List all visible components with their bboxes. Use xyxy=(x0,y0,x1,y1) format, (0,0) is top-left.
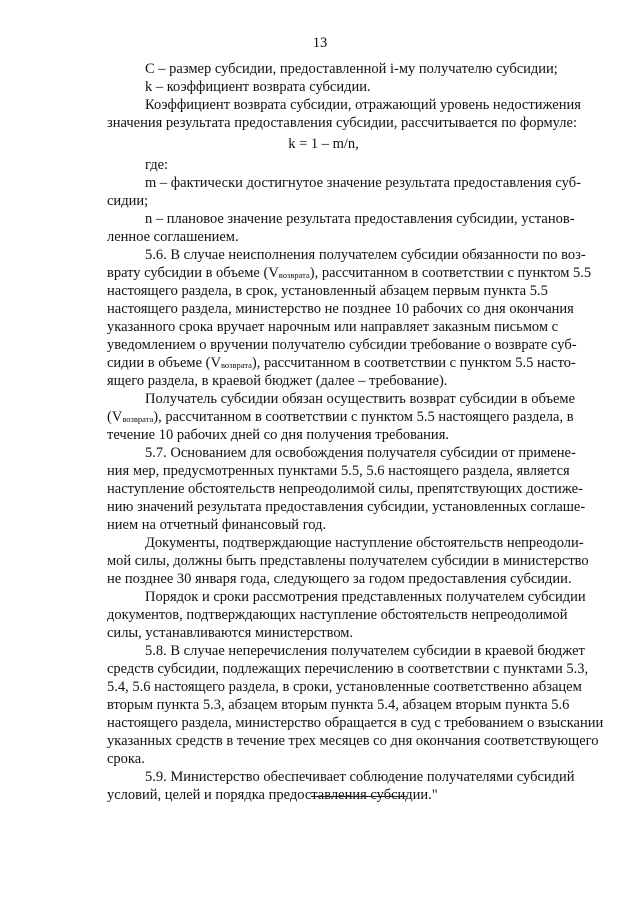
text-line: указанных средств в течение трех месяцев со дня окончания соответствующего xyxy=(107,733,599,749)
document-body xyxy=(107,60,604,804)
text-line: силы, устанавливаются министерством. xyxy=(107,625,354,641)
text-line: Документы, подтверждающие наступление обстоятельств непреодоли- xyxy=(145,535,584,551)
page-number: 13 xyxy=(312,35,328,51)
text-line: не позднее 30 января года, следующего за годом предоставления субсидии. xyxy=(107,571,572,587)
text-line: ящего раздела, в краевой бюджет (далее – требование). xyxy=(107,373,448,389)
text-line: (Vвозврата), рассчитанном в соответствии с пунктом 5.5 настоящего раздела, в xyxy=(107,409,574,425)
text-line: сидии; xyxy=(107,193,149,209)
text-line: где: xyxy=(145,157,169,173)
text-line: настоящего раздела, министерство не позднее 10 рабочих со дня окончания xyxy=(107,301,574,317)
text-line: настоящего раздела, министерство обращается в суд с требованием о взыскании xyxy=(107,715,604,731)
text-line: 5.7. Основанием для освобождения получателя субсидии от примене- xyxy=(145,445,576,461)
text-line: наступление обстоятельств непреодолимой силы, препятствующих достиже- xyxy=(107,481,583,497)
text-line: условий, целей и порядка предоставления субсидии." xyxy=(107,787,438,803)
text-line: k – коэффициент возврата субсидии. xyxy=(145,79,371,95)
text-line: С – размер субсидии, предоставленной i-му получателю субсидии; xyxy=(145,61,558,77)
text-line: 5.6. В случае неисполнения получателем субсидии обязанности по воз- xyxy=(145,247,586,263)
text-line: m – фактически достигнутое значение результата предоставления суб- xyxy=(145,175,581,191)
text-line: нию значений результата предоставления субсидии, установленных соглаше- xyxy=(107,499,586,515)
text-line: течение 10 рабочих дней со дня получения требования. xyxy=(107,427,449,443)
text-line: 5.8. В случае неперечисления получателем субсидии в краевой бюджет xyxy=(145,643,585,659)
text-line: нием на отчетный финансовый год. xyxy=(107,517,327,533)
text-line: ленное соглашением. xyxy=(107,229,239,245)
text-line: 5.9. Министерство обеспечивает соблюдение получателями субсидий xyxy=(145,769,575,785)
text-line: мой силы, должны быть представлены получателем субсидии в министерство xyxy=(107,553,589,569)
text-line: срока. xyxy=(107,751,145,767)
text-line: уведомлением о вручении получателю субсидии требование о возврате суб- xyxy=(107,337,577,353)
text-line: ния мер, предусмотренных пунктами 5.5, 5.6 настоящего раздела, является xyxy=(107,463,570,479)
text-line: Получатель субсидии обязан осуществить возврат субсидии в объеме xyxy=(145,391,576,407)
text-line: Коэффициент возврата субсидии, отражающий уровень недостижения xyxy=(145,97,581,113)
text-line: сидии в объеме (Vвозврата), рассчитанном в соответствии с пунктом 5.5 насто- xyxy=(107,355,576,371)
text-line: врату субсидии в объеме (Vвозврата), рассчитанном в соответствии с пунктом 5.5 xyxy=(107,265,592,281)
text-line: вторым пункта 5.3, абзацем вторым пункта 5.4, абзацем вторым пункта 5.6 xyxy=(107,697,570,713)
text-line: Порядок и сроки рассмотрения представленных получателем субсидии xyxy=(145,589,586,605)
text-line: значения результата предоставления субсидии, рассчитывается по формуле: xyxy=(107,115,577,131)
formula: k = 1 – m/n, xyxy=(288,136,359,152)
text-line: средств субсидии, подлежащих перечислению в соответствии с пунктами 5.3, xyxy=(107,661,589,677)
text-line: 5.4, 5.6 настоящего раздела, в сроки, установленные соответственно абзацем xyxy=(107,679,582,695)
text-line: n – плановое значение результата предоставления субсидии, установ- xyxy=(145,211,575,227)
closing-rule xyxy=(311,796,407,797)
text-line: документов, подтверждающих наступление обстоятельств непреодолимой xyxy=(107,607,568,623)
text-line: настоящего раздела, в срок, установленный абзацем первым пункта 5.5 xyxy=(107,283,548,299)
text-line: указанного срока вручает нарочным или направляет заказным письмом с xyxy=(107,319,559,335)
